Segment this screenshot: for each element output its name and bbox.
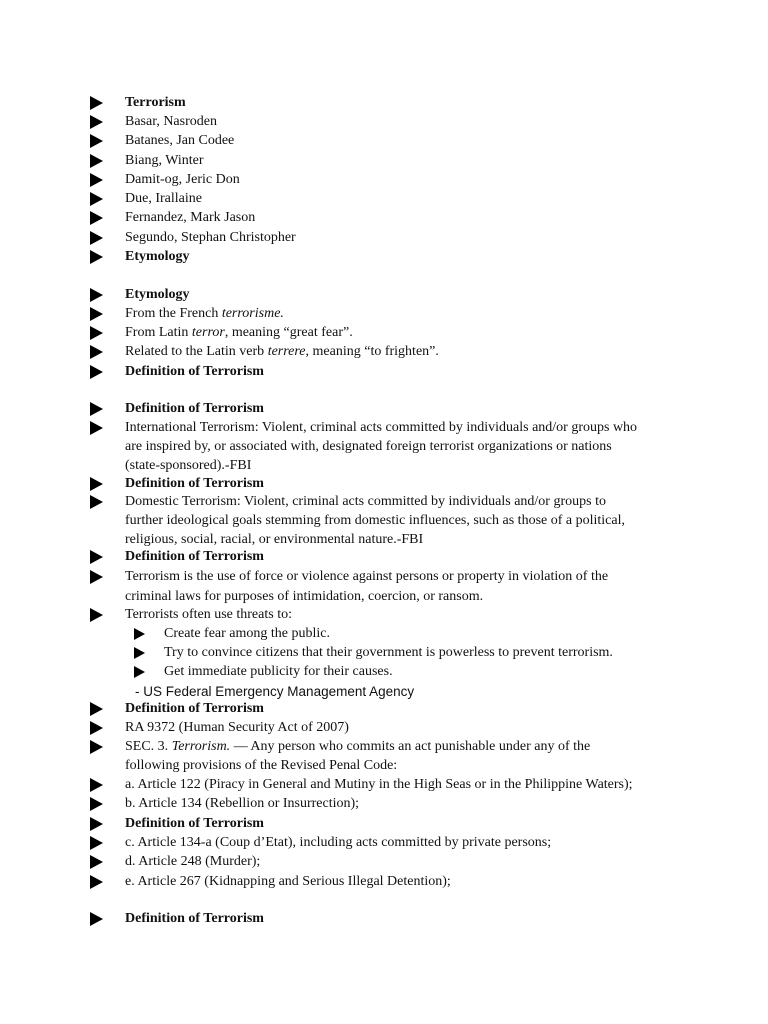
list-item: [0, 718, 768, 737]
heading-definition: Definition of Terrorism: [125, 816, 264, 831]
bullet-arrow-icon: [90, 173, 103, 187]
threat-item: Try to convince citizens that their government is powerless to prevent terrorism.: [164, 645, 613, 660]
international-terrorism-text: International Terrorism: Violent, criminal acts committed by individuals and/or groups who: [125, 420, 638, 435]
text-run: SEC. 3.: [125, 739, 172, 754]
list-item: [0, 112, 768, 131]
author-name: Batanes, Jan Codee: [125, 133, 235, 148]
italic-term: terrorisme.: [221, 306, 284, 321]
list-item: [0, 775, 768, 794]
list-item: [0, 699, 768, 718]
bullet-arrow-icon: [90, 231, 103, 245]
list-item: [0, 852, 768, 871]
list-item: [0, 189, 768, 208]
bullet-arrow-icon: [134, 628, 145, 640]
text-continuation: [0, 437, 768, 456]
etymology-french: [125, 304, 284, 323]
list-item: [0, 418, 768, 437]
article-267: e. Article 267 (Kidnapping and Serious Illegal Detention);: [125, 874, 451, 889]
domestic-terrorism-text: religious, social, racial, or environmental nature.-FBI: [125, 532, 424, 547]
domestic-terrorism-text: further ideological goals stemming from domestic influences, such as those of a political,: [125, 513, 625, 528]
bullet-arrow-icon: [90, 154, 103, 168]
bullet-arrow-icon: [90, 912, 103, 926]
heading-etymology: Etymology: [125, 287, 190, 302]
text-run: , meaning “to frighten”.: [305, 344, 439, 359]
bullet-arrow-icon: [134, 647, 145, 659]
heading-definition: Definition of Terrorism: [125, 401, 264, 416]
source-attribution: - US Federal Emergency Management Agency: [135, 684, 415, 699]
bullet-arrow-icon: [90, 875, 103, 889]
international-terrorism-text: (state-sponsored).-FBI: [125, 458, 252, 473]
list-item: [0, 228, 768, 247]
etymology-latin: [125, 323, 353, 342]
bullet-arrow-icon: [90, 836, 103, 850]
bullet-arrow-icon: [90, 250, 103, 264]
text-continuation: [0, 511, 768, 530]
heading-definition: Definition of Terrorism: [125, 911, 264, 926]
bullet-arrow-icon: [90, 817, 103, 831]
list-item: [0, 909, 768, 928]
list-item: [0, 208, 768, 227]
article-248: d. Article 248 (Murder);: [125, 854, 261, 869]
list-item: [0, 474, 768, 493]
text-run: , meaning “great fear”.: [224, 325, 353, 340]
threat-item: Create fear among the public.: [164, 626, 330, 641]
sub-list-item: [0, 624, 768, 643]
bullet-arrow-icon: [90, 477, 103, 491]
italic-term: Terrorism.: [171, 739, 231, 754]
bullet-arrow-icon: [90, 495, 103, 509]
sec-3-text: [125, 737, 590, 756]
list-item: [0, 93, 768, 112]
list-item: [0, 304, 768, 323]
bullet-arrow-icon: [90, 797, 103, 811]
author-name: Damit-og, Jeric Don: [125, 172, 240, 187]
bullet-arrow-icon: [90, 778, 103, 792]
heading-definition: Definition of Terrorism: [125, 549, 264, 564]
bullet-arrow-icon: [90, 192, 103, 206]
list-item: [0, 605, 768, 624]
list-item: [0, 131, 768, 150]
list-item: [0, 151, 768, 170]
text-run: From the French: [125, 306, 222, 321]
text-run: From Latin: [125, 325, 192, 340]
force-violence-text: Terrorism is the use of force or violence against persons or property in violation of the: [125, 569, 609, 584]
heading-definition: Definition of Terrorism: [125, 701, 264, 716]
heading-definition: Definition of Terrorism: [125, 476, 264, 491]
bullet-arrow-icon: [90, 721, 103, 735]
bullet-arrow-icon: [90, 365, 103, 379]
bullet-arrow-icon: [90, 855, 103, 869]
bullet-arrow-icon: [90, 740, 103, 754]
author-name: Basar, Nasroden: [125, 114, 217, 129]
author-name: Biang, Winter: [125, 153, 204, 168]
author-name: Segundo, Stephan Christopher: [125, 230, 296, 245]
bullet-arrow-icon: [90, 608, 103, 622]
italic-term: terrere: [267, 344, 306, 359]
list-item: [0, 872, 768, 891]
bullet-arrow-icon: [90, 402, 103, 416]
sub-list-item: [0, 643, 768, 662]
article-122: a. Article 122 (Piracy in General and Mutiny in the High Seas or in the Philippine Waters);: [125, 777, 633, 792]
bullet-arrow-icon: [90, 702, 103, 716]
threat-item: Get immediate publicity for their causes.: [164, 664, 393, 679]
bullet-arrow-icon: [90, 570, 103, 584]
text-run: — Any person who commits an act punishable under any of the: [230, 739, 591, 754]
article-134: b. Article 134 (Rebellion or Insurrection);: [125, 796, 360, 811]
list-item: [0, 567, 768, 586]
text-continuation: [0, 756, 768, 775]
italic-term: terror: [191, 325, 225, 340]
etymology-verb: [125, 342, 439, 361]
heading-definition: Definition of Terrorism: [125, 364, 264, 379]
domestic-terrorism-text: Domestic Terrorism: Violent, criminal acts committed by individuals and/or groups to: [125, 494, 606, 509]
ra-9372: RA 9372 (Human Security Act of 2007): [125, 720, 349, 735]
bullet-arrow-icon: [90, 211, 103, 225]
threats-intro: Terrorists often use threats to:: [125, 607, 292, 622]
list-item: [0, 794, 768, 813]
international-terrorism-text: are inspired by, or associated with, designated foreign terrorist organizations or nations: [125, 439, 612, 454]
sub-list-item: [0, 662, 768, 681]
list-item: [0, 737, 768, 756]
list-item: [0, 362, 768, 381]
bullet-arrow-icon: [90, 307, 103, 321]
text-continuation: [0, 456, 768, 475]
list-item: [0, 247, 768, 266]
bullet-arrow-icon: [90, 115, 103, 129]
text-run: Related to the Latin verb: [125, 344, 268, 359]
list-item: [0, 399, 768, 418]
bullet-arrow-icon: [90, 550, 103, 564]
list-item: [0, 547, 768, 566]
bullet-arrow-icon: [90, 96, 103, 110]
list-item: [0, 285, 768, 304]
heading-terrorism: Terrorism: [125, 95, 186, 110]
list-item: [0, 492, 768, 511]
list-item: [0, 342, 768, 361]
text-continuation: [0, 587, 768, 606]
bullet-arrow-icon: [134, 666, 145, 678]
article-134-a: c. Article 134-a (Coup d’Etat), including acts committed by private persons;: [125, 835, 552, 850]
list-item: [0, 323, 768, 342]
author-name: Due, Irallaine: [125, 191, 202, 206]
force-violence-text: criminal laws for purposes of intimidation, coercion, or ransom.: [125, 589, 484, 604]
list-item: [0, 833, 768, 852]
bullet-arrow-icon: [90, 134, 103, 148]
author-name: Fernandez, Mark Jason: [125, 210, 256, 225]
list-item: [0, 170, 768, 189]
sec-3-text: following provisions of the Revised Penal Code:: [125, 758, 398, 773]
heading-etymology: Etymology: [125, 249, 190, 264]
bullet-arrow-icon: [90, 326, 103, 340]
list-item: [0, 814, 768, 833]
bullet-arrow-icon: [90, 288, 103, 302]
bullet-arrow-icon: [90, 421, 103, 435]
bullet-arrow-icon: [90, 345, 103, 359]
